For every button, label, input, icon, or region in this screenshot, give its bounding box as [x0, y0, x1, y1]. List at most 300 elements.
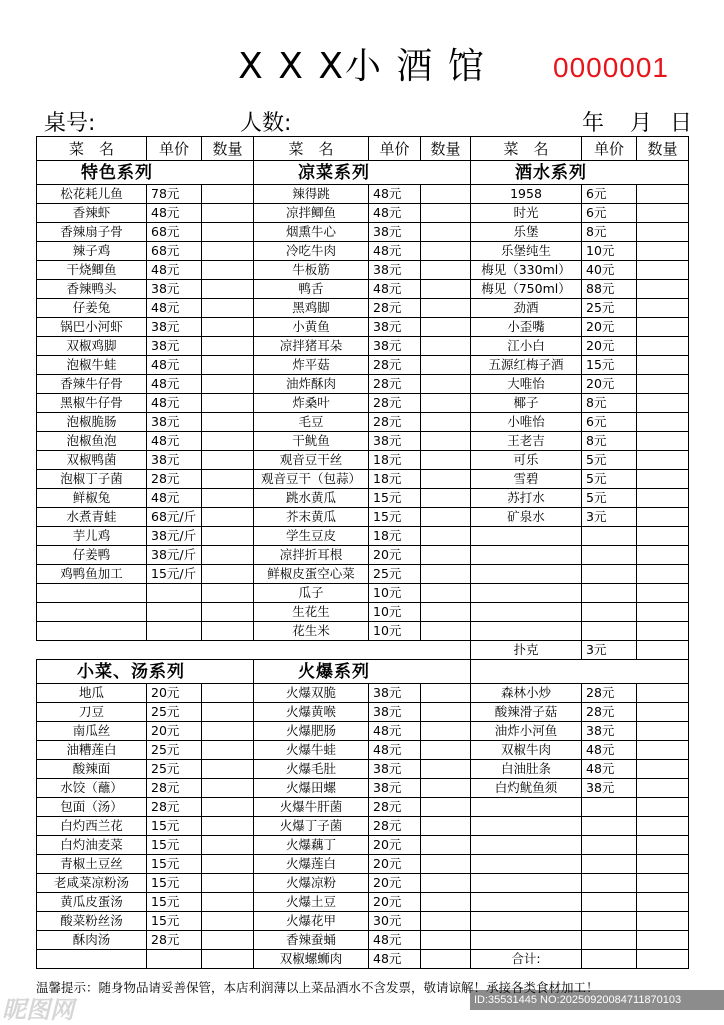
small-item-price: 28元: [147, 931, 202, 950]
hotpot2-item-price: [582, 798, 637, 817]
drinks-item-price: [582, 622, 637, 641]
hotpot-item-qty: [421, 760, 471, 779]
cold-item-price: 10元: [369, 584, 421, 603]
small-item-price: 28元: [147, 798, 202, 817]
hotpot2-item-name: [471, 855, 582, 874]
special-item-name: 泡椒脆肠: [37, 413, 147, 432]
table-row: [37, 318, 689, 337]
hotpot-item-price: 48元: [369, 741, 421, 760]
restaurant-title: X X X小 酒 馆: [238, 46, 486, 87]
drinks-item-price: 8元: [582, 223, 637, 242]
drinks-item-name: [471, 584, 582, 603]
hotpot-item-name: 双椒螺蛳肉: [254, 950, 369, 969]
hotpot-item-qty: [421, 874, 471, 893]
drinks-item-price: [582, 603, 637, 622]
small-item-price: 25元: [147, 741, 202, 760]
cold-item-price: 18元: [369, 527, 421, 546]
hotpot2-item-price: [582, 874, 637, 893]
hotpot2-item-qty: [637, 817, 689, 836]
watermark-logo: 昵图网: [2, 996, 74, 1024]
drinks-item-price: 3元: [582, 508, 637, 527]
small-item-name: 刀豆: [37, 703, 147, 722]
cold-item-qty: [421, 356, 471, 375]
special-item-price: 78元: [147, 185, 202, 204]
hotpot2-item-price: 28元: [582, 703, 637, 722]
table-row: [37, 280, 689, 299]
small-item-price: 25元: [147, 760, 202, 779]
small-item-qty: [202, 836, 254, 855]
drinks-item-price: [582, 565, 637, 584]
special-item-name: 香辣扇子骨: [37, 223, 147, 242]
table-row: [37, 741, 689, 760]
drinks-item-name: 梅见（750ml）: [471, 280, 582, 299]
small-item-price: 15元: [147, 874, 202, 893]
drinks-item-price: 8元: [582, 432, 637, 451]
hotpot-item-price: 28元: [369, 798, 421, 817]
drinks-item-qty: [637, 603, 689, 622]
cold-item-qty: [421, 394, 471, 413]
hotpot-item-qty: [421, 703, 471, 722]
hotpot2-item-name: 森林小炒: [471, 684, 582, 703]
small-item-name: 老咸菜凉粉汤: [37, 874, 147, 893]
special-item-qty: [202, 413, 254, 432]
drinks-item-price: 3元: [582, 641, 637, 660]
cold-item-qty: [421, 603, 471, 622]
hotpot-item-name: 火爆双脆: [254, 684, 369, 703]
special-item-qty: [202, 280, 254, 299]
small-item-name: 青椒土豆丝: [37, 855, 147, 874]
cold-item-price: 10元: [369, 603, 421, 622]
special-item-qty: [202, 508, 254, 527]
drinks-item-name: 可乐: [471, 451, 582, 470]
small-item-qty: [202, 703, 254, 722]
special-item-price: 48元: [147, 489, 202, 508]
drinks-item-qty: [637, 451, 689, 470]
cold-item-name: 干鱿鱼: [254, 432, 369, 451]
drinks-item-name: 大唯怡: [471, 375, 582, 394]
hotpot2-item-name: 酸辣滑子菇: [471, 703, 582, 722]
cold-item-qty: [421, 337, 471, 356]
drinks-item-qty: [637, 318, 689, 337]
special-item-name: 仔姜鸭: [37, 546, 147, 565]
col-header-name: 菜 名: [471, 137, 582, 161]
special-item-price: 38元: [147, 337, 202, 356]
small-item-price: 28元: [147, 779, 202, 798]
drinks-item-name: 王老吉: [471, 432, 582, 451]
drinks-item-price: 25元: [582, 299, 637, 318]
cold-item-qty: [421, 622, 471, 641]
hotpot2-item-name: [471, 893, 582, 912]
cold-item-price: 48元: [369, 185, 421, 204]
drinks-item-price: 6元: [582, 185, 637, 204]
table-row: [37, 375, 689, 394]
cold-item-name: 辣得跳: [254, 185, 369, 204]
hotpot2-item-price: [582, 836, 637, 855]
small-item-price: 15元: [147, 817, 202, 836]
hotpot2-item-qty: [637, 779, 689, 798]
drinks-item-qty: [637, 508, 689, 527]
drinks-item-price: [582, 546, 637, 565]
hotpot2-item-name: [471, 798, 582, 817]
drinks-item-name: 苏打水: [471, 489, 582, 508]
drinks-item-name: 时光: [471, 204, 582, 223]
special-item-price: 48元: [147, 432, 202, 451]
special-item-price: [147, 622, 202, 641]
hotpot-item-qty: [421, 684, 471, 703]
table-row: [37, 817, 689, 836]
hotpot2-item-name: [471, 817, 582, 836]
cold-item-qty: [421, 375, 471, 394]
table-row: [37, 242, 689, 261]
menu-table: [36, 136, 689, 969]
drinks-item-price: 5元: [582, 451, 637, 470]
special-item-qty: [202, 261, 254, 280]
cold-item-qty: [421, 261, 471, 280]
special-item-qty: [202, 451, 254, 470]
hotpot2-item-qty: [637, 741, 689, 760]
cold-item-price: 48元: [369, 280, 421, 299]
cold-item-name: 观音豆干丝: [254, 451, 369, 470]
special-item-name: 水煮青蛙: [37, 508, 147, 527]
drinks-item-qty: [637, 280, 689, 299]
cold-item-name: 牛板筋: [254, 261, 369, 280]
small-item-qty: [202, 684, 254, 703]
drinks-item-price: 20元: [582, 337, 637, 356]
special-item-price: 38元: [147, 318, 202, 337]
special-item-qty: [202, 299, 254, 318]
table-row: [37, 931, 689, 950]
table-row: [37, 299, 689, 318]
cold-item-qty: [421, 413, 471, 432]
hotpot-item-qty: [421, 931, 471, 950]
hotpot-item-price: 38元: [369, 779, 421, 798]
table-row: [37, 356, 689, 375]
drinks-item-name: 小歪嘴: [471, 318, 582, 337]
small-item-qty: [202, 817, 254, 836]
drinks-item-qty: [637, 394, 689, 413]
drinks-item-qty: [637, 489, 689, 508]
section-title-hotpot: 火爆系列: [254, 660, 471, 684]
table-row: [37, 223, 689, 242]
hotpot2-item-qty: [637, 931, 689, 950]
drinks-item-price: 20元: [582, 318, 637, 337]
hotpot2-item-name: 合计:: [471, 950, 582, 969]
small-item-name: 黄瓜皮蛋汤: [37, 893, 147, 912]
cold-item-qty: [421, 280, 471, 299]
cold-item-price: 10元: [369, 622, 421, 641]
hotpot2-item-price: [582, 893, 637, 912]
cold-item-name: 小黄鱼: [254, 318, 369, 337]
small-item-qty: [202, 741, 254, 760]
hotpot2-item-qty: [637, 722, 689, 741]
hotpot-item-name: 火爆牛蛙: [254, 741, 369, 760]
hotpot2-item-price: [582, 817, 637, 836]
special-item-name: 泡椒丁子菌: [37, 470, 147, 489]
special-item-price: 38元: [147, 413, 202, 432]
hotpot2-item-name: [471, 836, 582, 855]
col-header-name: 菜 名: [37, 137, 147, 161]
table-row: [37, 527, 689, 546]
cold-item-qty: [421, 185, 471, 204]
special-item-qty: [202, 432, 254, 451]
drinks-item-name: [471, 622, 582, 641]
hotpot-item-qty: [421, 817, 471, 836]
table-row: [37, 603, 689, 622]
small-item-name: 白灼油麦菜: [37, 836, 147, 855]
special-item-qty: [202, 337, 254, 356]
hotpot-item-name: 火爆毛肚: [254, 760, 369, 779]
drinks-item-price: 6元: [582, 204, 637, 223]
table-row: [37, 779, 689, 798]
cold-item-name: 凉拌折耳根: [254, 546, 369, 565]
col-header-qty: 数量: [637, 137, 689, 161]
small-item-price: 15元: [147, 893, 202, 912]
drinks-item-name: [471, 546, 582, 565]
section-title-small: 小菜、汤系列: [37, 660, 254, 684]
table-row: [37, 684, 689, 703]
hotpot2-item-price: 38元: [582, 722, 637, 741]
table-row: [37, 508, 689, 527]
special-item-price: 48元: [147, 204, 202, 223]
special-item-qty: [202, 565, 254, 584]
special-item-name: 泡椒牛蛙: [37, 356, 147, 375]
special-item-qty: [202, 527, 254, 546]
hotpot2-item-qty: [637, 874, 689, 893]
hotpot-item-price: 30元: [369, 912, 421, 931]
hotpot-item-name: 火爆牛肝菌: [254, 798, 369, 817]
special-item-price: 48元: [147, 394, 202, 413]
hotpot-item-price: 38元: [369, 760, 421, 779]
small-item-qty: [202, 798, 254, 817]
small-item-name: 酸菜粉丝汤: [37, 912, 147, 931]
cold-item-price: 38元: [369, 337, 421, 356]
special-item-name: 香辣虾: [37, 204, 147, 223]
special-item-price: 68元/斤: [147, 508, 202, 527]
special-item-qty: [202, 223, 254, 242]
table-row: [37, 584, 689, 603]
hotpot2-item-name: 白油肚条: [471, 760, 582, 779]
section-title-special: 特色系列: [37, 161, 254, 185]
table-row: [37, 874, 689, 893]
cold-item-name: 烟熏牛心: [254, 223, 369, 242]
cold-item-qty: [421, 432, 471, 451]
special-item-name: [37, 584, 147, 603]
small-item-price: 15元: [147, 836, 202, 855]
special-item-name: 干烧鲫鱼: [37, 261, 147, 280]
special-item-price: 48元: [147, 299, 202, 318]
special-item-qty: [202, 470, 254, 489]
drinks-item-qty: [637, 185, 689, 204]
small-item-name: 酸辣面: [37, 760, 147, 779]
cold-item-price: 28元: [369, 299, 421, 318]
hotpot2-item-price: [582, 855, 637, 874]
day-label: 日: [670, 111, 693, 136]
drinks-item-name: [471, 527, 582, 546]
cold-item-price: 15元: [369, 489, 421, 508]
small-item-price: 20元: [147, 722, 202, 741]
table-row: [37, 836, 689, 855]
special-item-name: 鸡鸭鱼加工: [37, 565, 147, 584]
table-row: [37, 546, 689, 565]
drinks-item-qty: [637, 413, 689, 432]
small-item-qty: [202, 760, 254, 779]
special-item-name: 香辣牛仔骨: [37, 375, 147, 394]
drinks-item-name: 雪碧: [471, 470, 582, 489]
special-item-name: 泡椒鱼泡: [37, 432, 147, 451]
drinks-item-qty: [637, 546, 689, 565]
special-item-price: [147, 584, 202, 603]
cold-item-name: 炸平菇: [254, 356, 369, 375]
drinks-item-name: 乐堡纯生: [471, 242, 582, 261]
table-row: [37, 394, 689, 413]
cold-item-name: 芥末黄瓜: [254, 508, 369, 527]
hotpot-item-price: 48元: [369, 950, 421, 969]
drinks-item-qty: [637, 470, 689, 489]
drinks-item-name: 椰子: [471, 394, 582, 413]
cold-item-price: 25元: [369, 565, 421, 584]
drinks-item-price: 6元: [582, 413, 637, 432]
cold-item-qty: [421, 470, 471, 489]
drinks-item-price: [582, 527, 637, 546]
cold-item-price: 48元: [369, 242, 421, 261]
hotpot-item-price: 20元: [369, 893, 421, 912]
hotpot2-item-price: [582, 912, 637, 931]
cold-item-qty: [421, 546, 471, 565]
cold-item-name: 学生豆皮: [254, 527, 369, 546]
cold-item-name: 炸桑叶: [254, 394, 369, 413]
small-item-price: [147, 950, 202, 969]
special-item-qty: [202, 185, 254, 204]
drinks-item-name: 矿泉水: [471, 508, 582, 527]
table-row: [37, 893, 689, 912]
people-count-label: 人数:: [240, 111, 292, 136]
table-row: [37, 185, 689, 204]
small-item-qty: [202, 950, 254, 969]
small-item-qty: [202, 893, 254, 912]
cold-item-name: 瓜子: [254, 584, 369, 603]
cold-item-name: 跳水黄瓜: [254, 489, 369, 508]
hotpot2-item-qty: [637, 798, 689, 817]
small-item-price: 15元: [147, 855, 202, 874]
hotpot-item-name: 火爆花甲: [254, 912, 369, 931]
cold-item-name: 凉拌猪耳朵: [254, 337, 369, 356]
hotpot2-item-price: 48元: [582, 760, 637, 779]
cold-item-name: 生花生: [254, 603, 369, 622]
hotpot-item-qty: [421, 912, 471, 931]
drinks-item-qty: [637, 622, 689, 641]
special-item-qty: [202, 318, 254, 337]
drinks-item-qty: [637, 223, 689, 242]
special-item-name: 仔姜兔: [37, 299, 147, 318]
special-item-name: 双椒鸡脚: [37, 337, 147, 356]
hotpot2-item-name: [471, 931, 582, 950]
hotpot-item-qty: [421, 779, 471, 798]
cold-item-price: 48元: [369, 204, 421, 223]
special-item-price: 48元: [147, 261, 202, 280]
small-item-name: [37, 950, 147, 969]
serial-number: 0000001: [553, 52, 670, 83]
hotpot2-item-qty: [637, 684, 689, 703]
hotpot-item-name: 火爆田螺: [254, 779, 369, 798]
table-row: [37, 760, 689, 779]
table-row: [37, 855, 689, 874]
cold-item-name: 凉拌鲫鱼: [254, 204, 369, 223]
footer-notice: 温馨提示：随身物品请妥善保管，本店利润薄以上菜品酒水不含发票，敬请谅解！承接各类食材加工！: [36, 980, 599, 995]
drinks-item-price: 15元: [582, 356, 637, 375]
drinks-item-name: [471, 603, 582, 622]
special-item-name: 鲜椒兔: [37, 489, 147, 508]
cold-item-price: 18元: [369, 470, 421, 489]
hotpot-item-qty: [421, 722, 471, 741]
drinks-item-price: 20元: [582, 375, 637, 394]
cold-item-qty: [421, 565, 471, 584]
drinks-item-qty: [637, 527, 689, 546]
drinks-item-qty: [637, 641, 689, 660]
separator-cell: [37, 641, 471, 660]
hotpot-item-qty: [421, 741, 471, 760]
table-row: [37, 912, 689, 931]
drinks-item-qty: [637, 356, 689, 375]
col-header-price: 单价: [582, 137, 637, 161]
special-item-name: 双椒鸭菌: [37, 451, 147, 470]
cold-item-price: 20元: [369, 546, 421, 565]
drinks-item-price: 40元: [582, 261, 637, 280]
cold-item-name: 鸭舌: [254, 280, 369, 299]
hotpot2-item-name: [471, 874, 582, 893]
cold-item-qty: [421, 223, 471, 242]
special-item-name: 锅巴小河虾: [37, 318, 147, 337]
special-item-price: [147, 603, 202, 622]
special-item-price: 68元: [147, 242, 202, 261]
cold-item-price: 38元: [369, 261, 421, 280]
drinks-item-qty: [637, 299, 689, 318]
small-item-qty: [202, 931, 254, 950]
hotpot2-item-price: 48元: [582, 741, 637, 760]
cold-item-qty: [421, 299, 471, 318]
hotpot2-item-name: [471, 912, 582, 931]
drinks-item-qty: [637, 242, 689, 261]
special-item-price: 15元/斤: [147, 565, 202, 584]
small-item-name: 酥肉汤: [37, 931, 147, 950]
hotpot2-item-name: 白灼鱿鱼须: [471, 779, 582, 798]
special-item-qty: [202, 584, 254, 603]
special-item-name: 辣子鸡: [37, 242, 147, 261]
small-item-qty: [202, 912, 254, 931]
hotpot-item-price: 28元: [369, 817, 421, 836]
cold-item-price: 38元: [369, 318, 421, 337]
hotpot-item-qty: [421, 798, 471, 817]
table-row: [37, 703, 689, 722]
cold-item-name: 观音豆干（包蒜）: [254, 470, 369, 489]
cold-item-price: 28元: [369, 375, 421, 394]
cold-item-qty: [421, 508, 471, 527]
hotpot-item-price: 20元: [369, 836, 421, 855]
drinks-item-qty: [637, 432, 689, 451]
section-title-cold: 凉菜系列: [254, 161, 471, 185]
cold-item-price: 28元: [369, 394, 421, 413]
drinks-item-qty: [637, 204, 689, 223]
cold-item-name: 花生米: [254, 622, 369, 641]
small-item-qty: [202, 855, 254, 874]
special-item-price: 38元: [147, 451, 202, 470]
cold-item-qty: [421, 451, 471, 470]
special-item-name: 松花耗儿鱼: [37, 185, 147, 204]
drinks-item-price: [582, 584, 637, 603]
drinks-item-name: 小唯怡: [471, 413, 582, 432]
cold-item-price: 38元: [369, 223, 421, 242]
special-item-price: 38元/斤: [147, 527, 202, 546]
table-row: [37, 337, 689, 356]
